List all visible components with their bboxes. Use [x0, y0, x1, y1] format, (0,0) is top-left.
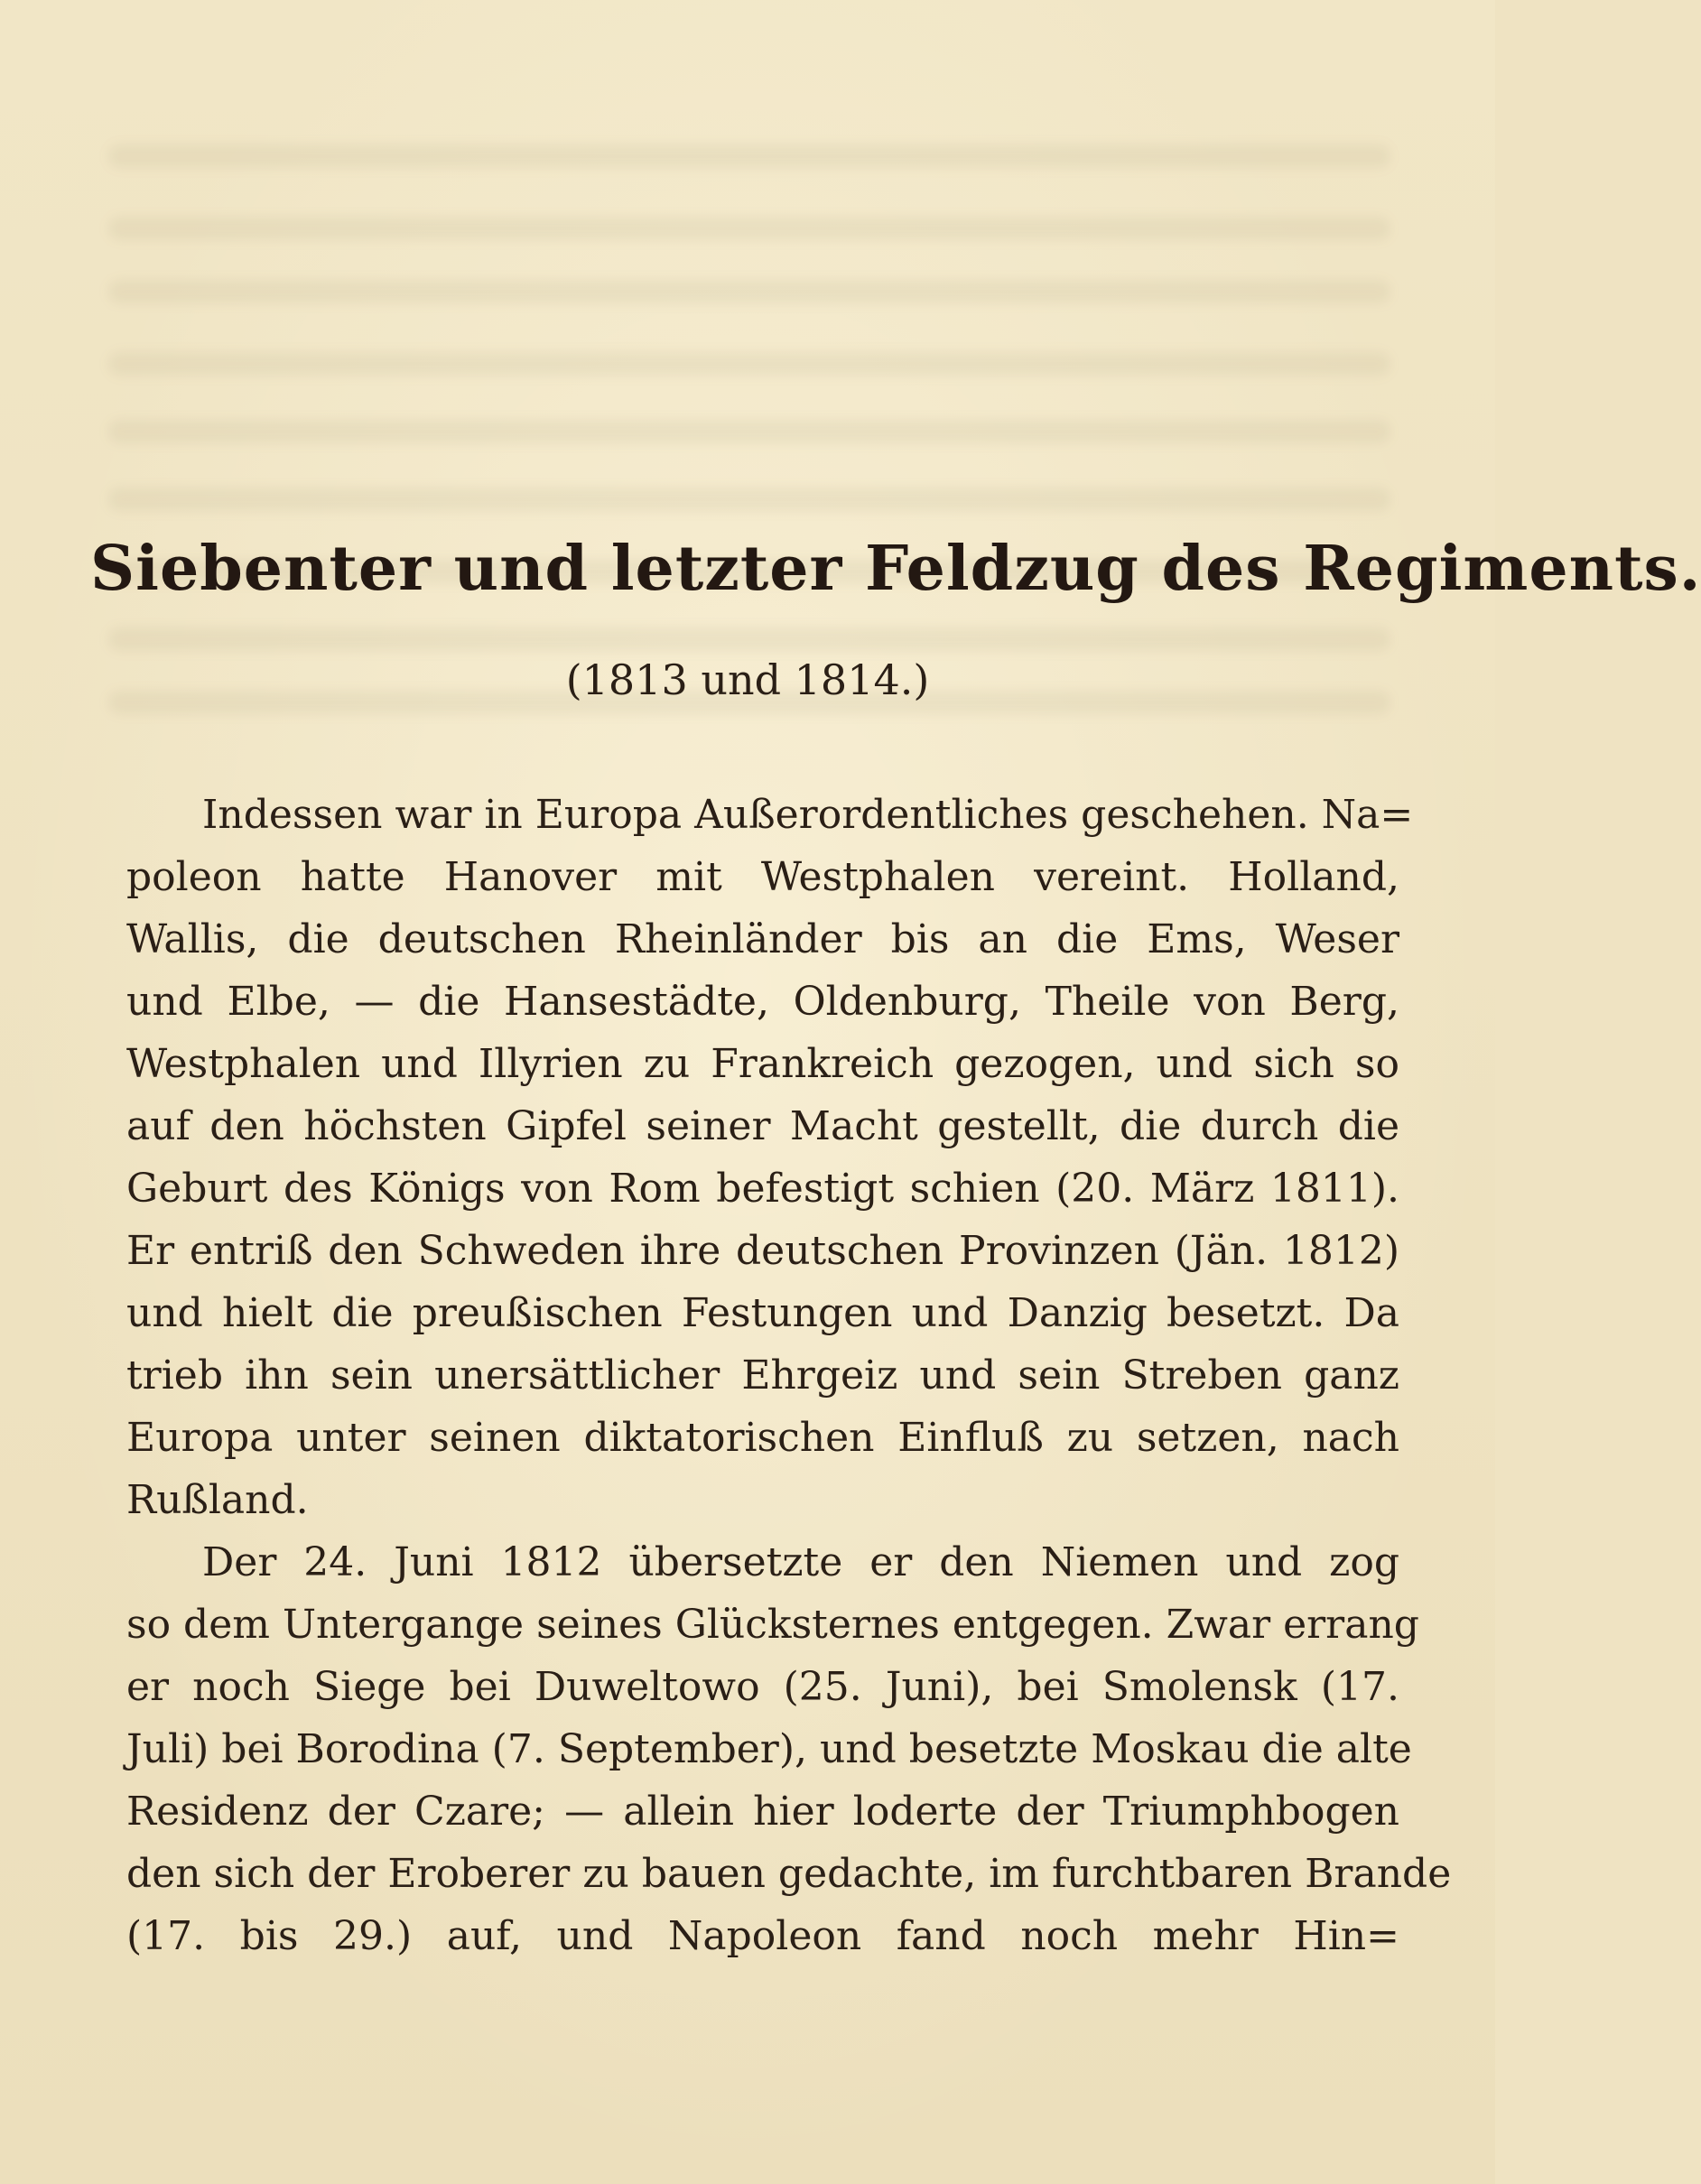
text-line: auf den höchsten Gipfel seiner Macht gestellt, die durch die [126, 1103, 1399, 1149]
text-line: Residenz der Czare; — allein hier loderte der Triumphbogen [126, 1789, 1399, 1835]
text-line: poleon hatte Hanover mit Westphalen vereint. Holland, [126, 854, 1399, 900]
text-line: Wallis, die deutschen Rheinländer bis an die Ems, Weser [126, 916, 1399, 962]
text-line: und hielt die preußischen Festungen und Danzig besetzt. Da [126, 1290, 1399, 1336]
text-line: Westphalen und Illyrien zu Frankreich gezogen, und sich so [126, 1041, 1399, 1087]
text-line: Er entriß den Schweden ihre deutschen Provinzen (Jän. 1812) [126, 1228, 1399, 1274]
text-line: trieb ihn sein unersättlicher Ehrgeiz und sein Streben ganz [126, 1352, 1399, 1399]
text-line: er noch Siege bei Duweltowo (25. Juni), bei Smolensk (17. [126, 1664, 1399, 1710]
text-line: Geburt des Königs von Rom befestigt schien (20. März 1811). [126, 1166, 1399, 1212]
body-text [126, 784, 1452, 1967]
text-line: Europa unter seinen diktatorischen Einfluß zu setzen, nach [126, 1415, 1399, 1461]
chapter-years: (1813 und 1814.) [565, 655, 930, 704]
chapter-title: Siebenter und letzter Feldzug des Regiments. [90, 533, 1701, 605]
text-line: so dem Untergange seines Glücksternes entgegen. Zwar errang [126, 1602, 1419, 1648]
show-through-texture [108, 135, 1390, 722]
text-line: Rußland. [126, 1477, 309, 1523]
text-line: den sich der Eroberer zu bauen gedachte, im furchtbaren Brande [126, 1851, 1452, 1897]
text-line: Juli) bei Borodina (7. September), und besetzte Moskau die alte [126, 1726, 1412, 1772]
text-line: Indessen war in Europa Außerordentliches geschehen. Na= [202, 792, 1414, 838]
text-line: (17. bis 29.) auf, und Napoleon fand noch mehr Hin= [126, 1913, 1399, 1959]
text-line: und Elbe, — die Hansestädte, Oldenburg, Theile von Berg, [126, 979, 1399, 1025]
text-line: Der 24. Juni 1812 übersetzte er den Niemen und zog [202, 1539, 1399, 1585]
